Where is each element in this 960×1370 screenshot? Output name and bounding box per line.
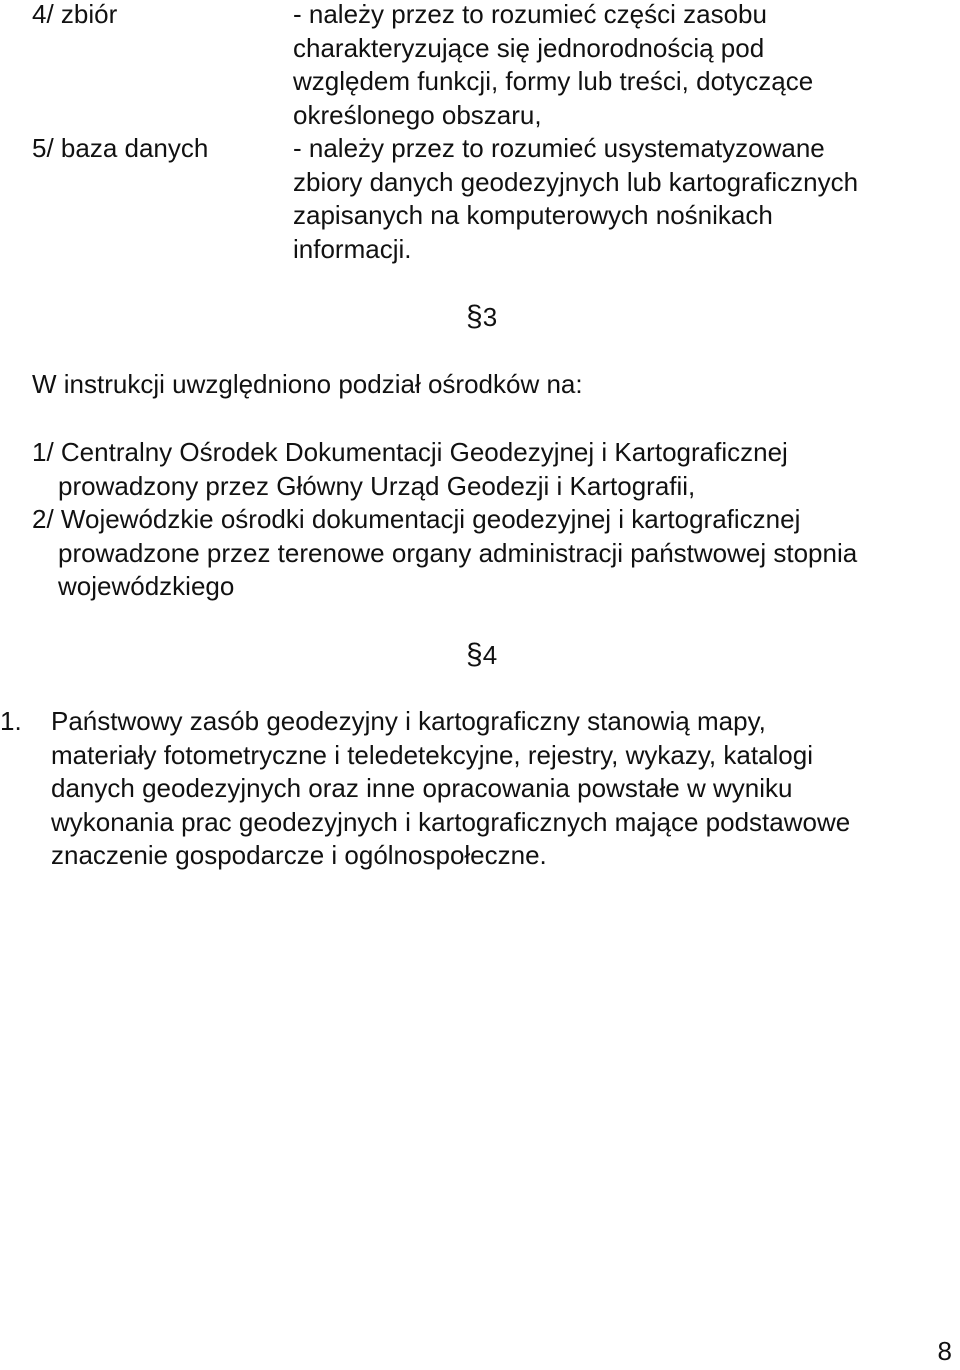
definition-line: określonego obszaru,	[293, 99, 542, 130]
paragraph-line: znaczenie gospodarcze i ogólnospołeczne.	[51, 840, 547, 870]
list-line: prowadzony przez Główny Urząd Geodezji i Kartografii,	[58, 470, 696, 501]
definition-text-4	[293, 0, 943, 132]
section-symbol: §	[466, 300, 483, 333]
intro-paragraph: W instrukcji uwzględniono podział ośrodków na:	[32, 369, 583, 399]
paragraph-number: 1.	[0, 706, 22, 736]
definition-line: - należy przez to rozumieć części zasobu	[293, 0, 767, 29]
section-number: 4	[482, 640, 498, 670]
paragraph-line: Państwowy zasób geodezyjny i kartograficzny stanowią mapy,	[51, 706, 766, 736]
list-item-regional-centers	[32, 503, 960, 604]
list-item-central-center	[32, 436, 960, 503]
list-line: 2/ Wojewódzkie ośrodki dokumentacji geodezyjnej i kartograficznej	[32, 504, 801, 534]
paragraph-line: wykonania prac geodezyjnych i kartograficznych mające podstawowe	[51, 806, 851, 837]
paragraph-line: materiały fotometryczne i teledetekcyjne, rejestry, wykazy, katalogi	[51, 739, 813, 770]
definition-line: informacji.	[293, 233, 412, 264]
list-line: prowadzone przez terenowe organy administracji państwowej stopnia	[58, 537, 858, 568]
list-line: wojewódzkiego	[58, 571, 235, 601]
definition-text-5	[293, 132, 943, 266]
definition-term-4: 4/ zbiór	[32, 0, 118, 29]
definition-line: względem funkcji, formy lub treści, dotyczące	[293, 66, 814, 96]
paragraph-body	[51, 705, 850, 873]
section-number: 3	[482, 302, 498, 332]
section-heading-3	[466, 300, 497, 335]
definition-term-5: 5/ baza danych	[32, 133, 209, 163]
page-number: 8	[937, 1335, 952, 1366]
section-heading-4	[466, 638, 497, 673]
definition-line: charakteryzujące się jednorodnością pod	[293, 32, 765, 63]
paragraph-line: danych geodezyjnych oraz inne opracowania powstałe w wyniku	[51, 773, 793, 803]
definition-line: zapisanych na komputerowych nośnikach	[293, 200, 773, 230]
definition-line: - należy przez to rozumieć usystematyzowane	[293, 133, 825, 163]
section-symbol: §	[466, 638, 483, 671]
definition-line: zbiory danych geodezyjnych lub kartograficznych	[293, 166, 859, 197]
list-line: 1/ Centralny Ośrodek Dokumentacji Geodezyjnej i Kartograficznej	[32, 437, 788, 467]
